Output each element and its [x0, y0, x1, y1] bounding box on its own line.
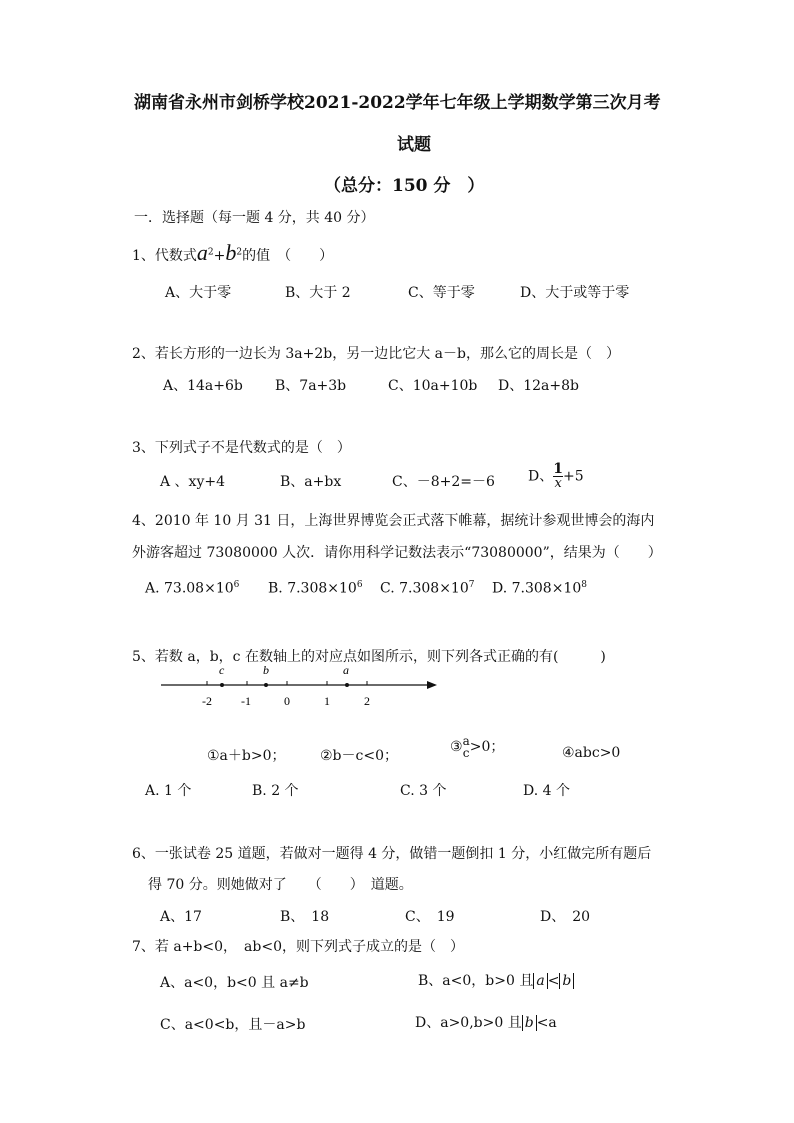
q7-option-d-abs-b: b [522, 1015, 537, 1031]
q7-option-b-lt: < [547, 973, 560, 989]
question-3: 3、下列式子不是代数式的是（ ） [132, 440, 351, 456]
q4-option-a-exp: 6 [233, 580, 240, 590]
q3-option-b: B、a+bx [280, 474, 342, 490]
title-line-1: 湖南省永州市剑桥学校2021-2022学年七年级上学期数学第三次月考 [134, 93, 661, 113]
q4-option-b-exp: 6 [356, 580, 363, 590]
q1-option-b: B、大于 2 [285, 285, 351, 301]
q4-option-d-exp: 8 [581, 580, 587, 590]
q1-option-a: A、大于零 [165, 285, 232, 301]
q1-var-a: a [196, 240, 208, 265]
q5-option-c: C. 3 个 [400, 783, 447, 799]
q4-option-b-text: B. 7.308×10 [268, 580, 357, 597]
q4-option-d-text: D. 7.308×10 [492, 580, 582, 597]
q5-statement-3-marker: ③ [450, 739, 463, 755]
q3-option-c: C、－8+2=－6 [392, 474, 495, 490]
q7-option-b-text: B、a<0，b>0 且 [418, 973, 534, 989]
q5-statement-4: ④abc>0 [562, 745, 621, 761]
q5-statement-2: ②b－c<0； [320, 748, 398, 764]
q1-plus: + [213, 248, 226, 264]
question-1 [132, 240, 333, 266]
q7-option-d [415, 1012, 557, 1032]
question-4-line-2: 外游客超过 73080000 人次．请你用科学记数法表示“73080000”，结果为（ ） [132, 545, 662, 561]
q3-fraction [553, 463, 563, 490]
q4-option-d [492, 580, 587, 597]
number-line-arrow [427, 681, 437, 689]
q5-option-a: A. 1 个 [145, 783, 192, 799]
q5-option-b: B. 2 个 [252, 783, 299, 799]
q1-exp-a: 2 [207, 247, 214, 258]
q4-option-a-text: A. 73.08×10 [145, 580, 234, 597]
question-5: 5、若数 a，b，c 在数轴上的对应点如图所示，则下列各式正确的有( ) [132, 649, 606, 665]
q3-option-d-label: D、 [528, 468, 554, 485]
point-b [264, 683, 268, 687]
q4-option-c-text: C. 7.308×10 [380, 580, 469, 597]
q5-option-d: D. 4 个 [523, 783, 570, 799]
q4-option-c-exp: 7 [468, 580, 475, 590]
q7-option-d-text: D、a>0,b>0 且 [415, 1015, 522, 1031]
axis-label-minus-1: -1 [241, 694, 251, 708]
total-score: （总分：150 分 ） [324, 176, 485, 196]
point-c [220, 683, 224, 687]
q5-statement-3 [450, 735, 504, 759]
q5-statement-3-fraction [463, 735, 470, 759]
q1-var-b: b [225, 240, 237, 265]
q1-prefix: 1、代数式 [132, 248, 197, 264]
q2-option-b: B、7a+3b [275, 378, 347, 394]
question-2: 2、若长方形的一边长为 3a+2b，另一边比它大 a－b，那么它的周长是（ ） [132, 346, 620, 362]
q3-option-d-tail: +5 [562, 468, 584, 485]
q7-option-b-abs-b: b [559, 973, 574, 989]
q4-option-a [145, 580, 239, 597]
q3-frac-num: 1 [553, 461, 563, 477]
q6-option-c: C、 19 [405, 909, 455, 925]
title-line-2: 试题 [397, 135, 431, 155]
number-line [155, 660, 445, 710]
axis-label-0: 0 [284, 694, 290, 708]
question-4-line-1: 4、2010 年 10 月 31 日，上海世界博览会正式落下帷幕，据统计参观世博会的海内 [132, 513, 655, 529]
point-c-label: c [219, 663, 225, 677]
q2-option-d: D、12a+8b [498, 378, 579, 394]
q1-exp-b: 2 [236, 247, 243, 258]
q7-option-a: A、a<0，b<0 且 a≠b [160, 975, 309, 991]
q5-statement-1: ①a＋b>0； [207, 748, 286, 764]
axis-label-2: 2 [364, 694, 370, 708]
question-6-line-1: 6、一张试卷 25 道题，若做对一题得 4 分，做错一题倒扣 1 分，小红做完所有题后 [132, 846, 652, 862]
q5-statement-3-tail: >0； [469, 739, 505, 755]
point-a [345, 683, 349, 687]
question-7: 7、若 a+b<0， ab<0，则下列式子成立的是（ ） [132, 939, 464, 955]
q6-option-a: A、17 [160, 909, 202, 925]
q1-option-c: C、等于零 [408, 285, 475, 301]
q3-option-d [528, 463, 584, 490]
q5-frac-num: a [462, 734, 470, 748]
axis-label-1: 1 [324, 694, 330, 708]
q4-option-b [268, 580, 363, 597]
point-b-label: b [263, 663, 269, 677]
q7-option-d-tail: <a [536, 1015, 557, 1031]
q2-option-a: A、14a+6b [163, 378, 243, 394]
q7-option-c: C、a<0<b，且－a>b [160, 1017, 306, 1033]
q2-option-c: C、10a+10b [388, 378, 478, 394]
section-heading: 一．选择题（每一题 4 分，共 40 分） [134, 210, 375, 226]
point-a-label: a [343, 663, 349, 677]
axis-label-minus-2: -2 [202, 694, 212, 708]
q6-option-d: D、 20 [540, 909, 591, 925]
question-6-line-2: 得 70 分。则她做对了 （ ） 道题。 [148, 877, 413, 893]
q6-option-b: B、 18 [280, 909, 330, 925]
q3-frac-den: x [554, 476, 562, 491]
q7-option-b [418, 970, 574, 990]
q7-option-b-abs-a: a [533, 973, 547, 989]
q3-option-a: A 、xy+4 [160, 474, 226, 490]
q1-option-d: D、大于或等于零 [520, 285, 630, 301]
q1-suffix: 的值 （ ） [242, 248, 334, 264]
q5-frac-den: c [462, 746, 470, 760]
q4-option-c [380, 580, 474, 597]
